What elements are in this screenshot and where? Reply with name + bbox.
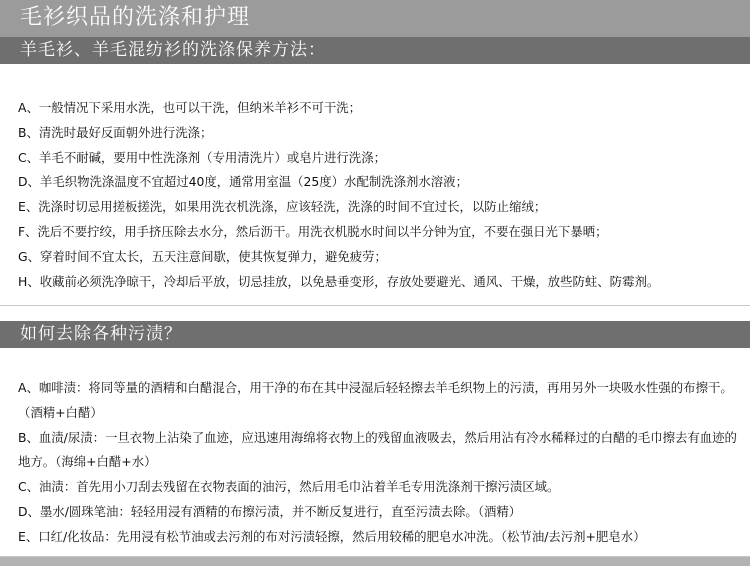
washing-section-title: 羊毛衫、羊毛混纺衫的洗涤保养方法： xyxy=(20,40,326,60)
washing-item-h: H、收藏前必须洗净晾干，冷却后平放，切忌挂放，以免悬垂变形，存放处要避光、通风、干燥，放些防蛀、防霉剂。 xyxy=(18,273,660,289)
washing-section-header xyxy=(0,37,750,64)
stain-section-title: 如何去除各种污渍？ xyxy=(20,324,182,344)
stain-removal-list xyxy=(18,376,738,550)
page-title: 毛衫织品的洗涤和护理 xyxy=(20,5,251,30)
section-divider xyxy=(0,305,750,306)
stain-item-ink: D、墨水/圆珠笔油：轻轻用浸有酒精的布擦污渍，并不断反复进行，直至污渍去除。（酒精） xyxy=(18,503,522,519)
washing-item-g: G、穿着时间不宜太长，五天注意间歇，使其恢复弹力，避免疲劳； xyxy=(18,248,387,264)
washing-item-c: C、羊毛不耐碱，要用中性洗涤剂（专用清洗片）或皂片进行洗涤； xyxy=(18,149,386,165)
washing-item-a: A、一般情况下采用水洗，也可以干洗，但纳米羊衫不可干洗； xyxy=(18,100,362,115)
stain-item-blood-urine: B、血渍/尿渍：一旦衣物上沾染了血迹，应迅速用海绵将衣物上的残留血液吸去，然后用沾有冷水稀释过的白醋的毛巾擦去有血迹的地方。（海绵+白醋+水） xyxy=(18,429,737,470)
washing-instructions-list xyxy=(18,96,738,294)
washing-item-f: F、洗后不要拧绞，用手挤压除去水分，然后沥干。用洗衣机脱水时间以半分钟为宜，不要在强日光下暴晒； xyxy=(18,223,608,239)
stain-section-header xyxy=(0,321,750,348)
washing-item-d: D、羊毛织物洗涤温度不宜超过40度，通常用室温（25度）水配制洗涤剂水溶液； xyxy=(18,174,468,190)
stain-item-coffee: A、咖啡渍：将同等量的酒精和白醋混合，用干净的布在其中浸湿后轻轻擦去羊毛织物上的污渍，再用另外一块吸水性强的布擦干。（酒精+白醋） xyxy=(18,380,733,420)
washing-item-e: E、洗涤时切忌用搓板搓洗，如果用洗衣机洗涤，应该轻洗，洗涤的时间不宜过长，以防止缩绒； xyxy=(18,199,547,215)
page-header-band xyxy=(0,0,750,37)
washing-item-b: B、清洗时最好反面朝外进行洗涤； xyxy=(18,124,213,140)
stain-item-lipstick: E、口红/化妆品：先用浸有松节油或去污剂的布对污渍轻擦，然后用较稀的肥皂水冲洗。（松节油/去污剂+肥皂水） xyxy=(18,528,646,544)
stain-item-oil: C、油渍：首先用小刀刮去残留在衣物表面的油污，然后用毛巾沾着羊毛专用洗涤剂干擦污渍区域。 xyxy=(18,479,560,495)
next-section-header-partial xyxy=(0,557,750,566)
